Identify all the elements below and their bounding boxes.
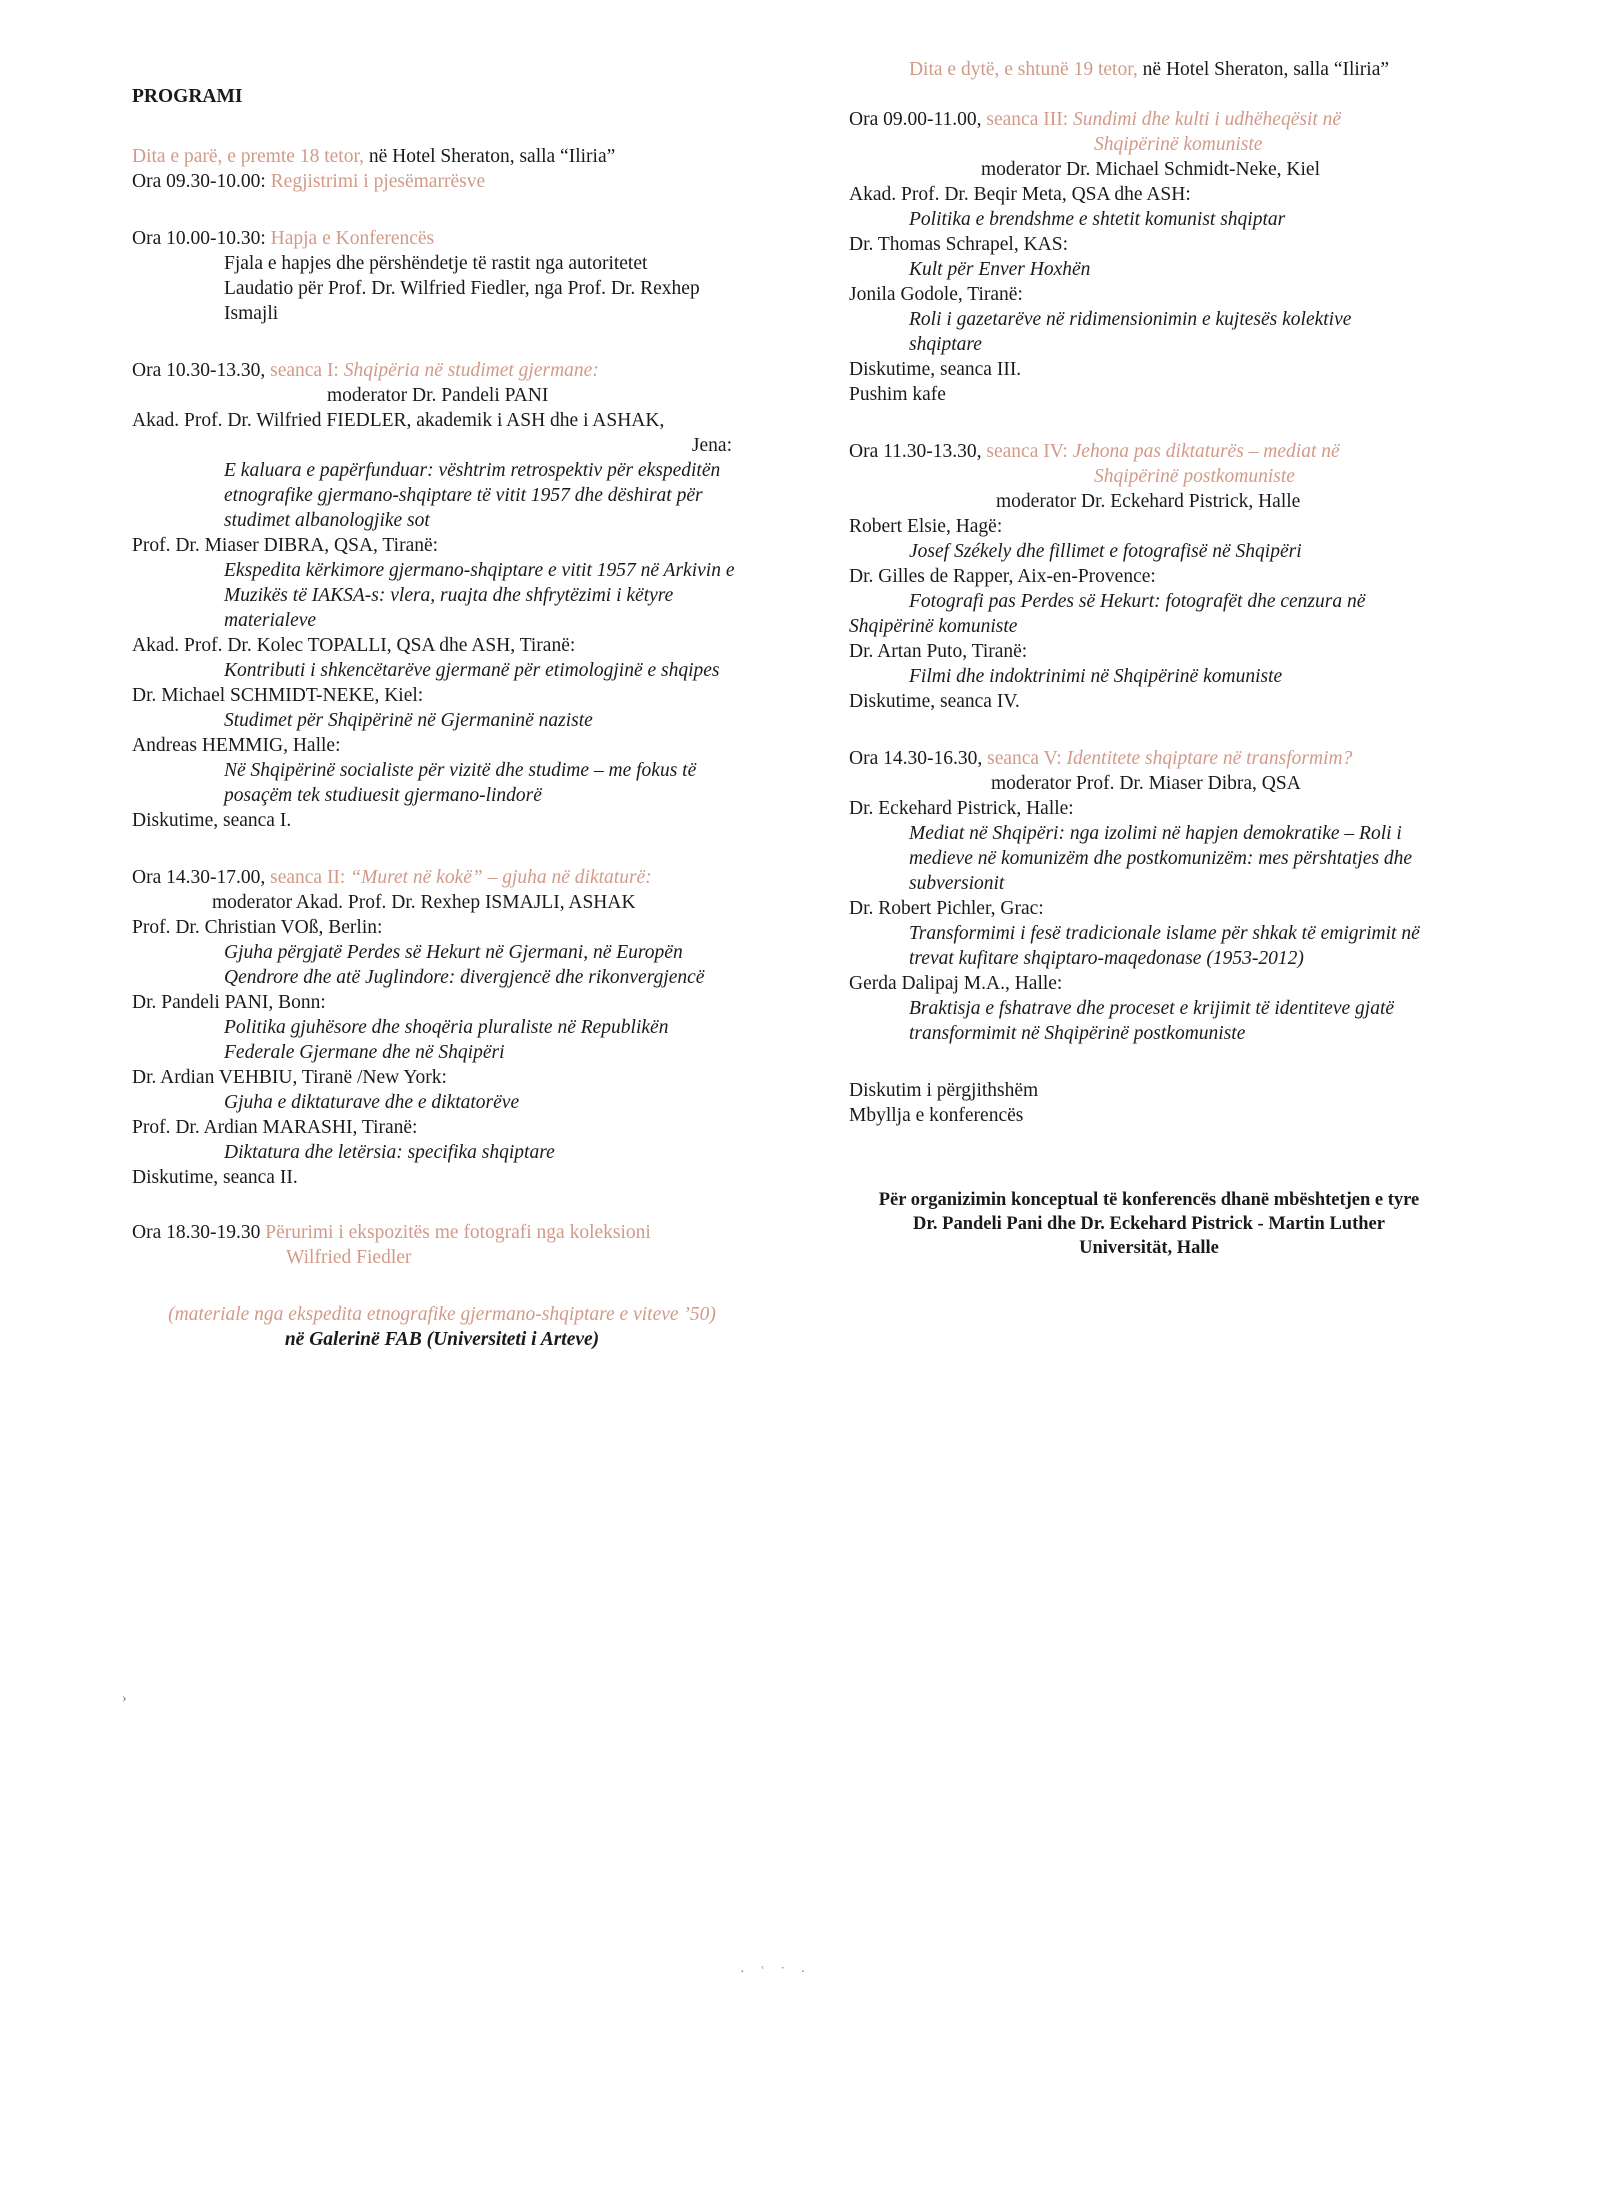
talk-title: subversionit xyxy=(909,873,1005,894)
opening-detail: Laudatio për Prof. Dr. Wilfried Fiedler, nga Prof. Dr. Rexhep xyxy=(224,278,700,299)
talk-title: Shqipërinë komuniste xyxy=(849,616,1018,637)
talk-title: Gjuha përgjatë Perdes së Hekurt në Gjermani, në Europën xyxy=(224,942,683,963)
session-5-moderator: moderator Prof. Dr. Miaser Dibra, QSA xyxy=(991,773,1301,794)
speaker: Dr. Robert Pichler, Grac: xyxy=(849,898,1044,919)
talk-title: shqiptare xyxy=(909,334,982,355)
talk-title: materialeve xyxy=(224,610,317,631)
session-1-header: Ora 10.30-13.30, seanca I: Shqipëria në studimet gjermane: xyxy=(132,360,599,381)
right-column xyxy=(849,57,1449,1128)
footer-line: Dr. Pandeli Pani dhe Dr. Eckehard Pistrick - Martin Luther xyxy=(913,1214,1385,1234)
speaker: Dr. Artan Puto, Tiranë: xyxy=(849,641,1028,662)
session-5-header: Ora 14.30-16.30, seanca V: Identitete shqiptare në transformim? xyxy=(849,748,1353,769)
talk-title: Roli i gazetarëve në ridimensionimin e kujtesës kolektive xyxy=(909,309,1352,330)
session-4-title-cont: Shqipërinë postkomuniste xyxy=(1094,466,1295,487)
talk-title: Fotografi pas Perdes së Hekurt: fotografët dhe cenzura në xyxy=(909,591,1366,612)
session-4-header: Ora 11.30-13.30, seanca IV: Jehona pas diktaturës – mediat në xyxy=(849,441,1340,462)
talk-title: posaçëm tek studiuesit gjermano-lindorë xyxy=(224,785,542,806)
speaker: Prof. Dr. Ardian MARASHI, Tiranë: xyxy=(132,1117,418,1138)
talk-title: Politika e brendshme e shtetit komunist shqiptar xyxy=(909,209,1286,230)
talk-title: medieve në komunizëm dhe postkomunizëm: mes përshtatjes dhe xyxy=(909,848,1413,869)
talk-title: Mediat në Shqipëri: nga izolimi në hapjen demokratike – Roli i xyxy=(909,823,1402,844)
day1-line: Dita e parë, e premte 18 tetor, në Hotel Sheraton, salla “Iliria” xyxy=(132,146,616,167)
talk-title: Gjuha e diktaturave dhe e diktatorëve xyxy=(224,1092,520,1113)
talk-title: Filmi dhe indoktrinimi në Shqipërinë komuniste xyxy=(909,666,1283,687)
left-column xyxy=(132,84,772,1352)
speaker: Jonila Godole, Tiranë: xyxy=(849,284,1023,305)
speaker: Akad. Prof. Dr. Kolec TOPALLI, QSA dhe ASH, Tiranë: xyxy=(132,635,576,656)
organizers-footer xyxy=(849,1188,1449,1260)
closing-discussion: Diskutim i përgjithshëm xyxy=(849,1080,1039,1101)
talk-title: trevat kufitare shqiptaro-maqedonase (1953-2012) xyxy=(909,948,1304,969)
talk-title: Studimet për Shqipërinë në Gjermaninë naziste xyxy=(224,710,593,731)
speaker: Dr. Michael SCHMIDT-NEKE, Kiel: xyxy=(132,685,424,706)
session-2-moderator: moderator Akad. Prof. Dr. Rexhep ISMAJLI, ASHAK xyxy=(212,892,636,913)
talk-title: Kontributi i shkencëtarëve gjermanë për etimologjinë e shqipes xyxy=(224,660,720,681)
exhibition-name: Wilfried Fiedler xyxy=(286,1247,412,1268)
session-4-moderator: moderator Dr. Eckehard Pistrick, Halle xyxy=(996,491,1301,512)
opening-line: Ora 10.00-10.30: Hapja e Konferencës xyxy=(132,228,435,249)
talk-title: Politika gjuhësore dhe shoqëria pluraliste në Republikën xyxy=(224,1017,669,1038)
talk-title: Diktatura dhe letërsia: specifika shqiptare xyxy=(224,1142,555,1163)
footer-line: Universität, Halle xyxy=(1079,1238,1219,1258)
day2-line: Dita e dytë, e shtunë 19 tetor, në Hotel Sheraton, salla “Iliria” xyxy=(908,59,1390,80)
exhibition-line: Ora 18.30-19.30 Përurimi i ekspozitës me fotografi nga koleksioni xyxy=(132,1222,651,1243)
talk-title: Braktisja e fshatrave dhe proceset e krijimit të identiteve gjatë xyxy=(909,998,1395,1019)
footer-line: Për organizimin konceptual të konferencës dhanë mbështetjen e tyre xyxy=(878,1190,1420,1210)
speaker: Andreas HEMMIG, Halle: xyxy=(132,735,341,756)
talk-title: Transformimi i fesë tradicionale islame për shkak të emigrimit në xyxy=(909,923,1420,944)
session-1-moderator: moderator Dr. Pandeli PANI xyxy=(327,385,549,406)
session-4-discussion: Diskutime, seanca IV. xyxy=(849,691,1020,712)
opening-detail: Ismajli xyxy=(224,303,279,324)
opening-detail: Fjala e hapjes dhe përshëndetje të rastit nga autoritetet xyxy=(224,253,648,274)
speaker: Robert Elsie, Hagë: xyxy=(849,516,1003,537)
speaker: Akad. Prof. Dr. Beqir Meta, QSA dhe ASH: xyxy=(849,184,1191,205)
scan-speck: · ʿ ˙ · xyxy=(740,1965,812,1980)
speaker: Prof. Dr. Christian VOß, Berlin: xyxy=(132,917,383,938)
speaker-city: Jena: xyxy=(691,435,732,456)
talk-title: Josef Székely dhe fillimet e fotografisë në Shqipëri xyxy=(909,541,1302,562)
session-2-discussion: Diskutime, seanca II. xyxy=(132,1167,298,1188)
registration-line: Ora 09.30-10.00: Regjistrimi i pjesëmarrësve xyxy=(132,171,486,192)
talk-title: studimet albanologjike sot xyxy=(224,510,430,531)
speaker: Gerda Dalipaj M.A., Halle: xyxy=(849,973,1063,994)
session-3-header: Ora 09.00-11.00, seanca III: Sundimi dhe kulti i udhëheqësit në xyxy=(849,109,1342,130)
session-1-discussion: Diskutime, seanca I. xyxy=(132,810,292,831)
speaker: Akad. Prof. Dr. Wilfried FIEDLER, akademik i ASH dhe i ASHAK, xyxy=(132,410,665,431)
talk-title: transformimit në Shqipërinë postkomuniste xyxy=(909,1023,1246,1044)
talk-title: E kaluara e papërfunduar: vështrim retrospektiv për ekspeditën xyxy=(224,460,721,481)
talk-title: Ekspedita kërkimore gjermano-shqiptare e vitit 1957 në Arkivin e xyxy=(224,560,735,581)
closing-conference: Mbyllja e konferencës xyxy=(849,1105,1024,1126)
speaker: Dr. Thomas Schrapel, KAS: xyxy=(849,234,1068,255)
scan-speck: › xyxy=(122,1691,127,1706)
exhibition-note: (materiale nga ekspedita etnografike gjermano-shqiptare e viteve ’50) xyxy=(168,1304,716,1325)
talk-title: Kult për Enver Hoxhën xyxy=(909,259,1091,280)
session-3-discussion: Diskutime, seanca III. xyxy=(849,359,1022,380)
program-heading: PROGRAMI xyxy=(132,86,243,107)
speaker: Dr. Ardian VEHBIU, Tiranë /New York: xyxy=(132,1067,447,1088)
talk-title: Muzikës të IAKSA-s: vlera, ruajta dhe shfrytëzimi i këtyre xyxy=(224,585,674,606)
talk-title: Federale Gjermane dhe në Shqipëri xyxy=(224,1042,505,1063)
talk-title: Në Shqipërinë socialiste për vizitë dhe studime – me fokus të xyxy=(224,760,697,781)
speaker: Prof. Dr. Miaser DIBRA, QSA, Tiranë: xyxy=(132,535,439,556)
speaker: Dr. Pandeli PANI, Bonn: xyxy=(132,992,326,1013)
speaker: Dr. Gilles de Rapper, Aix-en-Provence: xyxy=(849,566,1156,587)
session-3-moderator: moderator Dr. Michael Schmidt-Neke, Kiel xyxy=(981,159,1320,180)
session-3-title-cont: Shqipërinë komuniste xyxy=(1094,134,1263,155)
exhibition-place: në Galerinë FAB (Universiteti i Arteve) xyxy=(284,1329,600,1350)
talk-title: etnografike gjermano-shqiptare të vitit 1957 dhe dëshirat për xyxy=(224,485,703,506)
talk-title: Qendrore dhe atë Juglindore: divergjencë dhe rikonvergjencë xyxy=(224,967,705,988)
speaker: Dr. Eckehard Pistrick, Halle: xyxy=(849,798,1074,819)
session-2-header: Ora 14.30-17.00, seanca II: “Muret në kokë” – gjuha në diktaturë: xyxy=(132,867,652,888)
coffee-break: Pushim kafe xyxy=(849,384,946,405)
